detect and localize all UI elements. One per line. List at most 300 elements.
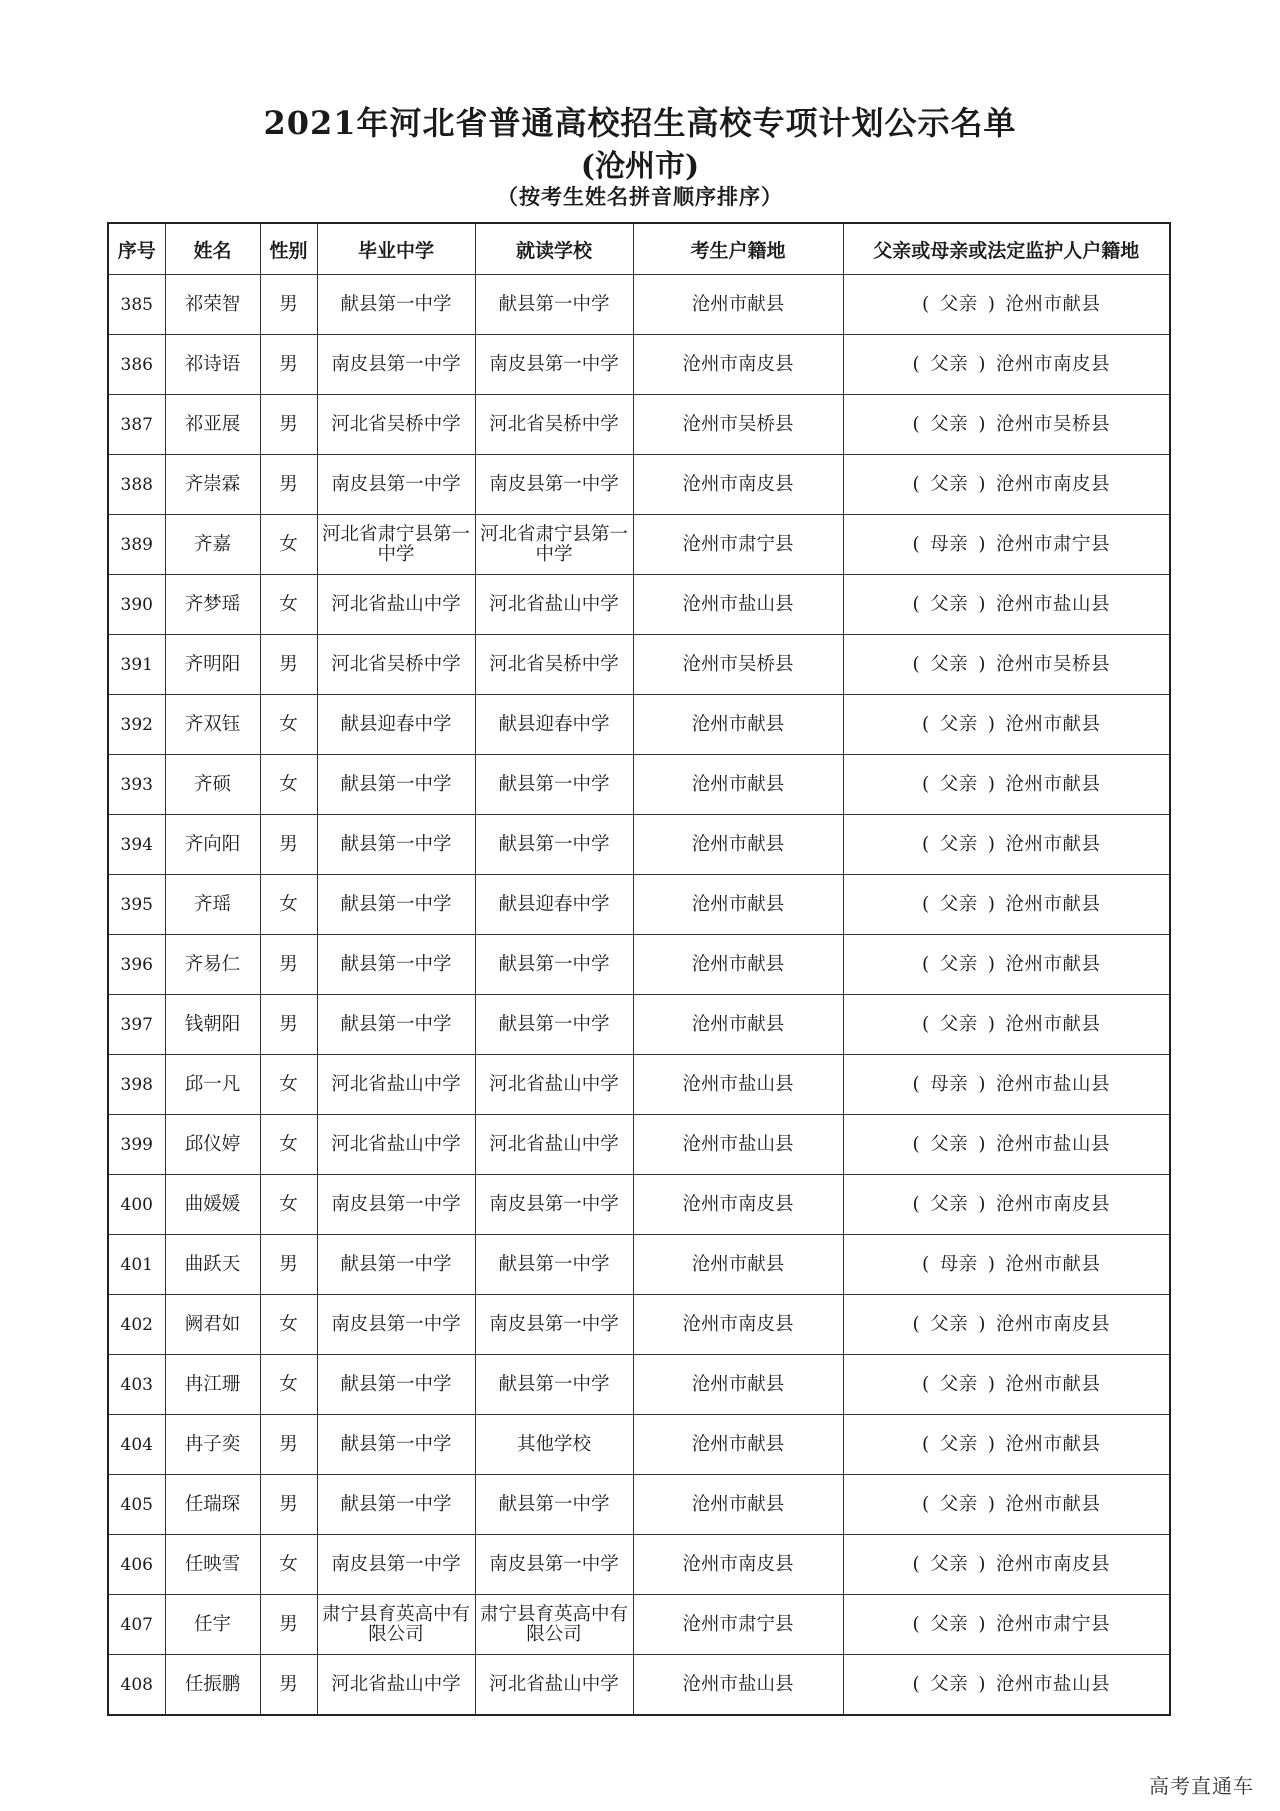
paren-open: (: [922, 1253, 930, 1275]
cell-gender: 男: [260, 395, 317, 455]
guardian-relation: 父亲: [939, 833, 978, 855]
cell-hukou: 沧州市盐山县: [633, 1055, 843, 1115]
cell-name: 齐明阳: [165, 635, 260, 695]
cell-current-school: 献县第一中学: [475, 935, 633, 995]
paren-open: (: [912, 1313, 921, 1335]
cell-hukou: 沧州市献县: [633, 1475, 843, 1535]
paren-close: ): [978, 1673, 986, 1695]
cell-no: 394: [108, 815, 165, 875]
cell-gender: 女: [260, 1115, 317, 1175]
cell-grad-school: 河北省吴桥中学: [317, 395, 475, 455]
cell-current-school: 河北省盐山中学: [475, 1115, 633, 1175]
guardian-relation: 母亲: [930, 1073, 969, 1095]
cell-no: 389: [108, 515, 165, 575]
cell-no: 401: [108, 1235, 165, 1295]
table-row: [108, 455, 1170, 515]
paren-close: ): [978, 413, 986, 435]
table-row: [108, 1475, 1170, 1535]
cell-gender: 男: [260, 815, 317, 875]
cell-guardian-hukou: [843, 1535, 1170, 1595]
page-title: 2021年河北省普通高校招生高校专项计划公示名单: [263, 104, 1017, 142]
header-no: 序号: [108, 223, 165, 275]
cell-gender: 女: [260, 1055, 317, 1115]
cell-current-school: 河北省盐山中学: [475, 1055, 633, 1115]
cell-gender: 男: [260, 335, 317, 395]
guardian-place: 沧州市南皮县: [995, 353, 1110, 375]
guardian-relation: 母亲: [939, 1253, 978, 1275]
cell-guardian-hukou: [843, 815, 1170, 875]
cell-name: 齐嘉: [165, 515, 260, 575]
guardian-relation: 父亲: [930, 473, 969, 495]
cell-no: 386: [108, 335, 165, 395]
paren-open: (: [922, 293, 930, 315]
guardian-place: 沧州市献县: [1005, 1013, 1101, 1035]
cell-hukou: 沧州市献县: [633, 995, 843, 1055]
guardian-relation: 父亲: [939, 713, 978, 735]
cell-grad-school: 献县第一中学: [317, 815, 475, 875]
cell-grad-school: 河北省吴桥中学: [317, 635, 475, 695]
guardian-place: 沧州市盐山县: [995, 1133, 1110, 1155]
paren-open: (: [912, 653, 921, 675]
cell-gender: 女: [260, 755, 317, 815]
cell-current-school: 河北省盐山中学: [475, 575, 633, 635]
guardian-place: 沧州市献县: [1005, 893, 1101, 915]
cell-grad-school: 肃宁县育英高中有限公司: [317, 1595, 475, 1655]
guardian-relation: 父亲: [930, 1613, 969, 1635]
table-row: [108, 1355, 1170, 1415]
paren-close: ): [987, 833, 996, 855]
guardian-relation: 父亲: [939, 1433, 978, 1455]
guardian-relation: 母亲: [930, 533, 969, 555]
cell-hukou: 沧州市吴桥县: [633, 635, 843, 695]
cell-hukou: 沧州市献县: [633, 755, 843, 815]
region-subtitle: (沧州市): [580, 149, 700, 184]
cell-name: 齐向阳: [165, 815, 260, 875]
paren-close: ): [987, 1013, 996, 1035]
table-row: [108, 1415, 1170, 1475]
cell-gender: 女: [260, 515, 317, 575]
cell-current-school: 献县迎春中学: [475, 875, 633, 935]
cell-no: 395: [108, 875, 165, 935]
cell-hukou: 沧州市盐山县: [633, 575, 843, 635]
guardian-place: 沧州市献县: [1005, 953, 1101, 975]
table-row: [108, 1295, 1170, 1355]
guardian-place: 沧州市吴桥县: [995, 413, 1110, 435]
guardian-place: 沧州市献县: [1005, 773, 1101, 795]
cell-no: 403: [108, 1355, 165, 1415]
paren-open: (: [912, 593, 921, 615]
table-row: [108, 1115, 1170, 1175]
table-row: [108, 995, 1170, 1055]
cell-grad-school: 献县第一中学: [317, 275, 475, 335]
header-name: 姓名: [165, 223, 260, 275]
cell-hukou: 沧州市献县: [633, 935, 843, 995]
cell-grad-school: 南皮县第一中学: [317, 1175, 475, 1235]
cell-no: 407: [108, 1595, 165, 1655]
table-row: [108, 875, 1170, 935]
paren-open: (: [922, 893, 930, 915]
cell-grad-school: 献县第一中学: [317, 755, 475, 815]
paren-open: (: [912, 1133, 921, 1155]
paren-open: (: [922, 773, 930, 795]
cell-name: 齐崇霖: [165, 455, 260, 515]
cell-no: 406: [108, 1535, 165, 1595]
cell-name: 齐瑶: [165, 875, 260, 935]
table-row: [108, 815, 1170, 875]
cell-guardian-hukou: [843, 1475, 1170, 1535]
cell-no: 408: [108, 1655, 165, 1716]
cell-grad-school: 献县第一中学: [317, 995, 475, 1055]
cell-name: 冉江珊: [165, 1355, 260, 1415]
cell-current-school: 献县第一中学: [475, 1235, 633, 1295]
cell-name: 齐梦瑶: [165, 575, 260, 635]
cell-guardian-hukou: [843, 1655, 1170, 1716]
guardian-relation: 父亲: [930, 1313, 969, 1335]
cell-gender: 男: [260, 455, 317, 515]
cell-grad-school: 献县第一中学: [317, 1475, 475, 1535]
paren-close: ): [978, 1073, 986, 1095]
cell-name: 任振鹏: [165, 1655, 260, 1716]
guardian-place: 沧州市献县: [1005, 1433, 1101, 1455]
paren-open: (: [922, 1433, 930, 1455]
cell-guardian-hukou: [843, 1115, 1170, 1175]
cell-grad-school: 献县第一中学: [317, 935, 475, 995]
cell-guardian-hukou: [843, 695, 1170, 755]
sort-note: （按考生姓名拼音顺序排序）: [497, 184, 783, 209]
cell-no: 402: [108, 1295, 165, 1355]
cell-no: 387: [108, 395, 165, 455]
guardian-place: 沧州市盐山县: [995, 593, 1110, 615]
guardian-place: 沧州市南皮县: [995, 1193, 1110, 1215]
cell-no: 385: [108, 275, 165, 335]
cell-name: 任宇: [165, 1595, 260, 1655]
cell-current-school: 献县第一中学: [475, 275, 633, 335]
cell-guardian-hukou: [843, 575, 1170, 635]
cell-name: 钱朝阳: [165, 995, 260, 1055]
cell-name: 邱仪婷: [165, 1115, 260, 1175]
cell-gender: 男: [260, 995, 317, 1055]
cell-name: 冉子奕: [165, 1415, 260, 1475]
guardian-place: 沧州市盐山县: [995, 1073, 1110, 1095]
guardian-relation: 父亲: [930, 593, 969, 615]
paren-open: (: [912, 533, 921, 555]
cell-hukou: 沧州市献县: [633, 1355, 843, 1415]
guardian-relation: 父亲: [930, 1193, 969, 1215]
cell-guardian-hukou: [843, 1235, 1170, 1295]
paren-open: (: [912, 1553, 921, 1575]
table-row: [108, 635, 1170, 695]
cell-guardian-hukou: [843, 335, 1170, 395]
cell-hukou: 沧州市献县: [633, 815, 843, 875]
paren-open: (: [922, 713, 930, 735]
paren-open: (: [912, 1193, 921, 1215]
cell-current-school: 献县迎春中学: [475, 695, 633, 755]
cell-name: 任瑞琛: [165, 1475, 260, 1535]
cell-name: 阙君如: [165, 1295, 260, 1355]
cell-gender: 男: [260, 1655, 317, 1716]
paren-open: (: [912, 353, 921, 375]
guardian-relation: 父亲: [939, 773, 978, 795]
header-guardian-hukou: 父亲或母亲或法定监护人户籍地: [843, 223, 1170, 275]
cell-current-school: 献县第一中学: [475, 1355, 633, 1415]
cell-name: 曲跃天: [165, 1235, 260, 1295]
cell-current-school: 河北省肃宁县第一中学: [475, 515, 633, 575]
cell-gender: 男: [260, 1595, 317, 1655]
paren-close: ): [987, 773, 996, 795]
table-row: [108, 275, 1170, 335]
cell-current-school: 肃宁县育英高中有限公司: [475, 1595, 633, 1655]
cell-hukou: 沧州市南皮县: [633, 455, 843, 515]
guardian-place: 沧州市献县: [1005, 293, 1101, 315]
cell-no: 390: [108, 575, 165, 635]
paren-open: (: [922, 833, 930, 855]
cell-gender: 女: [260, 1175, 317, 1235]
paren-close: ): [978, 353, 986, 375]
cell-gender: 女: [260, 575, 317, 635]
guardian-relation: 父亲: [930, 413, 969, 435]
guardian-relation: 父亲: [930, 1133, 969, 1155]
cell-grad-school: 献县第一中学: [317, 1235, 475, 1295]
cell-current-school: 河北省吴桥中学: [475, 635, 633, 695]
header-current-school: 就读学校: [475, 223, 633, 275]
paren-close: ): [978, 1553, 986, 1575]
cell-guardian-hukou: [843, 1595, 1170, 1655]
guardian-relation: 父亲: [930, 653, 969, 675]
paren-open: (: [912, 1613, 921, 1635]
cell-no: 400: [108, 1175, 165, 1235]
paren-close: ): [978, 1133, 986, 1155]
paren-close: ): [987, 953, 996, 975]
guardian-relation: 父亲: [939, 1373, 978, 1395]
cell-current-school: 献县第一中学: [475, 1475, 633, 1535]
table-body: [108, 275, 1170, 1716]
cell-no: 393: [108, 755, 165, 815]
cell-hukou: 沧州市盐山县: [633, 1655, 843, 1716]
cell-guardian-hukou: [843, 1415, 1170, 1475]
cell-hukou: 沧州市盐山县: [633, 1115, 843, 1175]
cell-guardian-hukou: [843, 755, 1170, 815]
cell-current-school: 南皮县第一中学: [475, 455, 633, 515]
cell-name: 齐易仁: [165, 935, 260, 995]
cell-hukou: 沧州市肃宁县: [633, 515, 843, 575]
cell-hukou: 沧州市吴桥县: [633, 395, 843, 455]
cell-gender: 男: [260, 635, 317, 695]
cell-hukou: 沧州市献县: [633, 1235, 843, 1295]
paren-close: ): [987, 1493, 996, 1515]
guardian-relation: 父亲: [930, 1673, 969, 1695]
paren-close: ): [987, 293, 996, 315]
cell-grad-school: 献县第一中学: [317, 1355, 475, 1415]
cell-guardian-hukou: [843, 875, 1170, 935]
paren-close: ): [978, 533, 986, 555]
cell-gender: 女: [260, 875, 317, 935]
table-row: [108, 1535, 1170, 1595]
cell-no: 397: [108, 995, 165, 1055]
paren-close: ): [978, 1613, 986, 1635]
table-row: [108, 1055, 1170, 1115]
guardian-relation: 父亲: [939, 293, 978, 315]
cell-guardian-hukou: [843, 515, 1170, 575]
cell-gender: 女: [260, 695, 317, 755]
table-row: [108, 1595, 1170, 1655]
paren-close: ): [978, 1313, 986, 1335]
cell-guardian-hukou: [843, 1295, 1170, 1355]
paren-open: (: [912, 1673, 921, 1695]
cell-current-school: 其他学校: [475, 1415, 633, 1475]
cell-gender: 男: [260, 935, 317, 995]
cell-name: 祁荣智: [165, 275, 260, 335]
cell-name: 齐双钰: [165, 695, 260, 755]
cell-no: 399: [108, 1115, 165, 1175]
cell-grad-school: 河北省肃宁县第一中学: [317, 515, 475, 575]
cell-grad-school: 河北省盐山中学: [317, 1055, 475, 1115]
cell-grad-school: 献县第一中学: [317, 875, 475, 935]
guardian-place: 沧州市肃宁县: [995, 1613, 1110, 1635]
cell-current-school: 河北省吴桥中学: [475, 395, 633, 455]
cell-guardian-hukou: [843, 275, 1170, 335]
header-grad-school: 毕业中学: [317, 223, 475, 275]
watermark: 高考直通车: [1149, 1774, 1254, 1798]
cell-hukou: 沧州市南皮县: [633, 1295, 843, 1355]
cell-guardian-hukou: [843, 935, 1170, 995]
guardian-place: 沧州市献县: [1005, 713, 1101, 735]
table-row: [108, 935, 1170, 995]
guardian-relation: 父亲: [939, 953, 978, 975]
paren-open: (: [922, 953, 930, 975]
table-row: [108, 515, 1170, 575]
guardian-relation: 父亲: [930, 353, 969, 375]
guardian-relation: 父亲: [939, 1013, 978, 1035]
cell-grad-school: 河北省盐山中学: [317, 575, 475, 635]
guardian-place: 沧州市献县: [1005, 1493, 1101, 1515]
paren-open: (: [922, 1373, 930, 1395]
paren-open: (: [912, 473, 921, 495]
table-row: [108, 1175, 1170, 1235]
cell-name: 邱一凡: [165, 1055, 260, 1115]
cell-no: 396: [108, 935, 165, 995]
cell-no: 388: [108, 455, 165, 515]
guardian-place: 沧州市南皮县: [995, 1313, 1110, 1335]
cell-hukou: 沧州市肃宁县: [633, 1595, 843, 1655]
cell-guardian-hukou: [843, 995, 1170, 1055]
paren-close: ): [987, 1373, 996, 1395]
paren-close: ): [987, 1433, 996, 1455]
cell-no: 392: [108, 695, 165, 755]
cell-current-school: 南皮县第一中学: [475, 335, 633, 395]
table-row: [108, 755, 1170, 815]
paren-open: (: [912, 413, 921, 435]
cell-current-school: 河北省盐山中学: [475, 1655, 633, 1716]
cell-guardian-hukou: [843, 1175, 1170, 1235]
cell-gender: 女: [260, 1295, 317, 1355]
paren-open: (: [922, 1493, 930, 1515]
cell-grad-school: 南皮县第一中学: [317, 455, 475, 515]
header-gender: 性别: [260, 223, 317, 275]
cell-name: 曲媛媛: [165, 1175, 260, 1235]
paren-close: ): [978, 1193, 986, 1215]
cell-guardian-hukou: [843, 455, 1170, 515]
cell-gender: 男: [260, 1475, 317, 1535]
cell-current-school: 献县第一中学: [475, 995, 633, 1055]
table-row: [108, 335, 1170, 395]
table-row: [108, 1235, 1170, 1295]
cell-current-school: 南皮县第一中学: [475, 1295, 633, 1355]
cell-hukou: 沧州市献县: [633, 275, 843, 335]
table-row: [108, 1655, 1170, 1716]
cell-no: 391: [108, 635, 165, 695]
guardian-place: 沧州市献县: [1005, 1253, 1101, 1275]
cell-grad-school: 南皮县第一中学: [317, 1535, 475, 1595]
table-row: [108, 395, 1170, 455]
guardian-place: 沧州市献县: [1005, 833, 1101, 855]
guardian-place: 沧州市肃宁县: [995, 533, 1110, 555]
cell-name: 祁诗语: [165, 335, 260, 395]
cell-grad-school: 南皮县第一中学: [317, 1295, 475, 1355]
cell-gender: 男: [260, 275, 317, 335]
cell-name: 齐硕: [165, 755, 260, 815]
paren-open: (: [922, 1013, 930, 1035]
guardian-place: 沧州市献县: [1005, 1373, 1101, 1395]
cell-gender: 女: [260, 1535, 317, 1595]
cell-no: 398: [108, 1055, 165, 1115]
paren-close: ): [987, 713, 996, 735]
roster-table: [107, 222, 1171, 1716]
table-header-row: [108, 223, 1170, 275]
paren-close: ): [978, 653, 986, 675]
cell-hukou: 沧州市南皮县: [633, 1175, 843, 1235]
cell-guardian-hukou: [843, 635, 1170, 695]
cell-hukou: 沧州市南皮县: [633, 1535, 843, 1595]
cell-no: 405: [108, 1475, 165, 1535]
cell-hukou: 沧州市献县: [633, 695, 843, 755]
cell-hukou: 沧州市献县: [633, 875, 843, 935]
cell-current-school: 献县第一中学: [475, 815, 633, 875]
cell-grad-school: 河北省盐山中学: [317, 1115, 475, 1175]
cell-guardian-hukou: [843, 1055, 1170, 1115]
cell-guardian-hukou: [843, 1355, 1170, 1415]
paren-close: ): [987, 1253, 996, 1275]
header-hukou: 考生户籍地: [633, 223, 843, 275]
paren-close: ): [978, 593, 986, 615]
guardian-place: 沧州市南皮县: [995, 1553, 1110, 1575]
cell-name: 任映雪: [165, 1535, 260, 1595]
cell-current-school: 南皮县第一中学: [475, 1535, 633, 1595]
paren-close: ): [987, 893, 996, 915]
paren-close: ): [978, 473, 986, 495]
cell-no: 404: [108, 1415, 165, 1475]
table-row: [108, 695, 1170, 755]
cell-grad-school: 献县第一中学: [317, 1415, 475, 1475]
cell-grad-school: 河北省盐山中学: [317, 1655, 475, 1716]
cell-guardian-hukou: [843, 395, 1170, 455]
guardian-place: 沧州市盐山县: [995, 1673, 1110, 1695]
cell-current-school: 南皮县第一中学: [475, 1175, 633, 1235]
cell-hukou: 沧州市献县: [633, 1415, 843, 1475]
cell-gender: 女: [260, 1355, 317, 1415]
guardian-relation: 父亲: [939, 1493, 978, 1515]
cell-gender: 男: [260, 1235, 317, 1295]
cell-gender: 男: [260, 1415, 317, 1475]
guardian-place: 沧州市南皮县: [995, 473, 1110, 495]
cell-name: 祁亚展: [165, 395, 260, 455]
cell-current-school: 献县第一中学: [475, 755, 633, 815]
paren-open: (: [912, 1073, 921, 1095]
guardian-relation: 父亲: [930, 1553, 969, 1575]
guardian-place: 沧州市吴桥县: [995, 653, 1110, 675]
table-row: [108, 575, 1170, 635]
cell-hukou: 沧州市南皮县: [633, 335, 843, 395]
cell-grad-school: 献县迎春中学: [317, 695, 475, 755]
